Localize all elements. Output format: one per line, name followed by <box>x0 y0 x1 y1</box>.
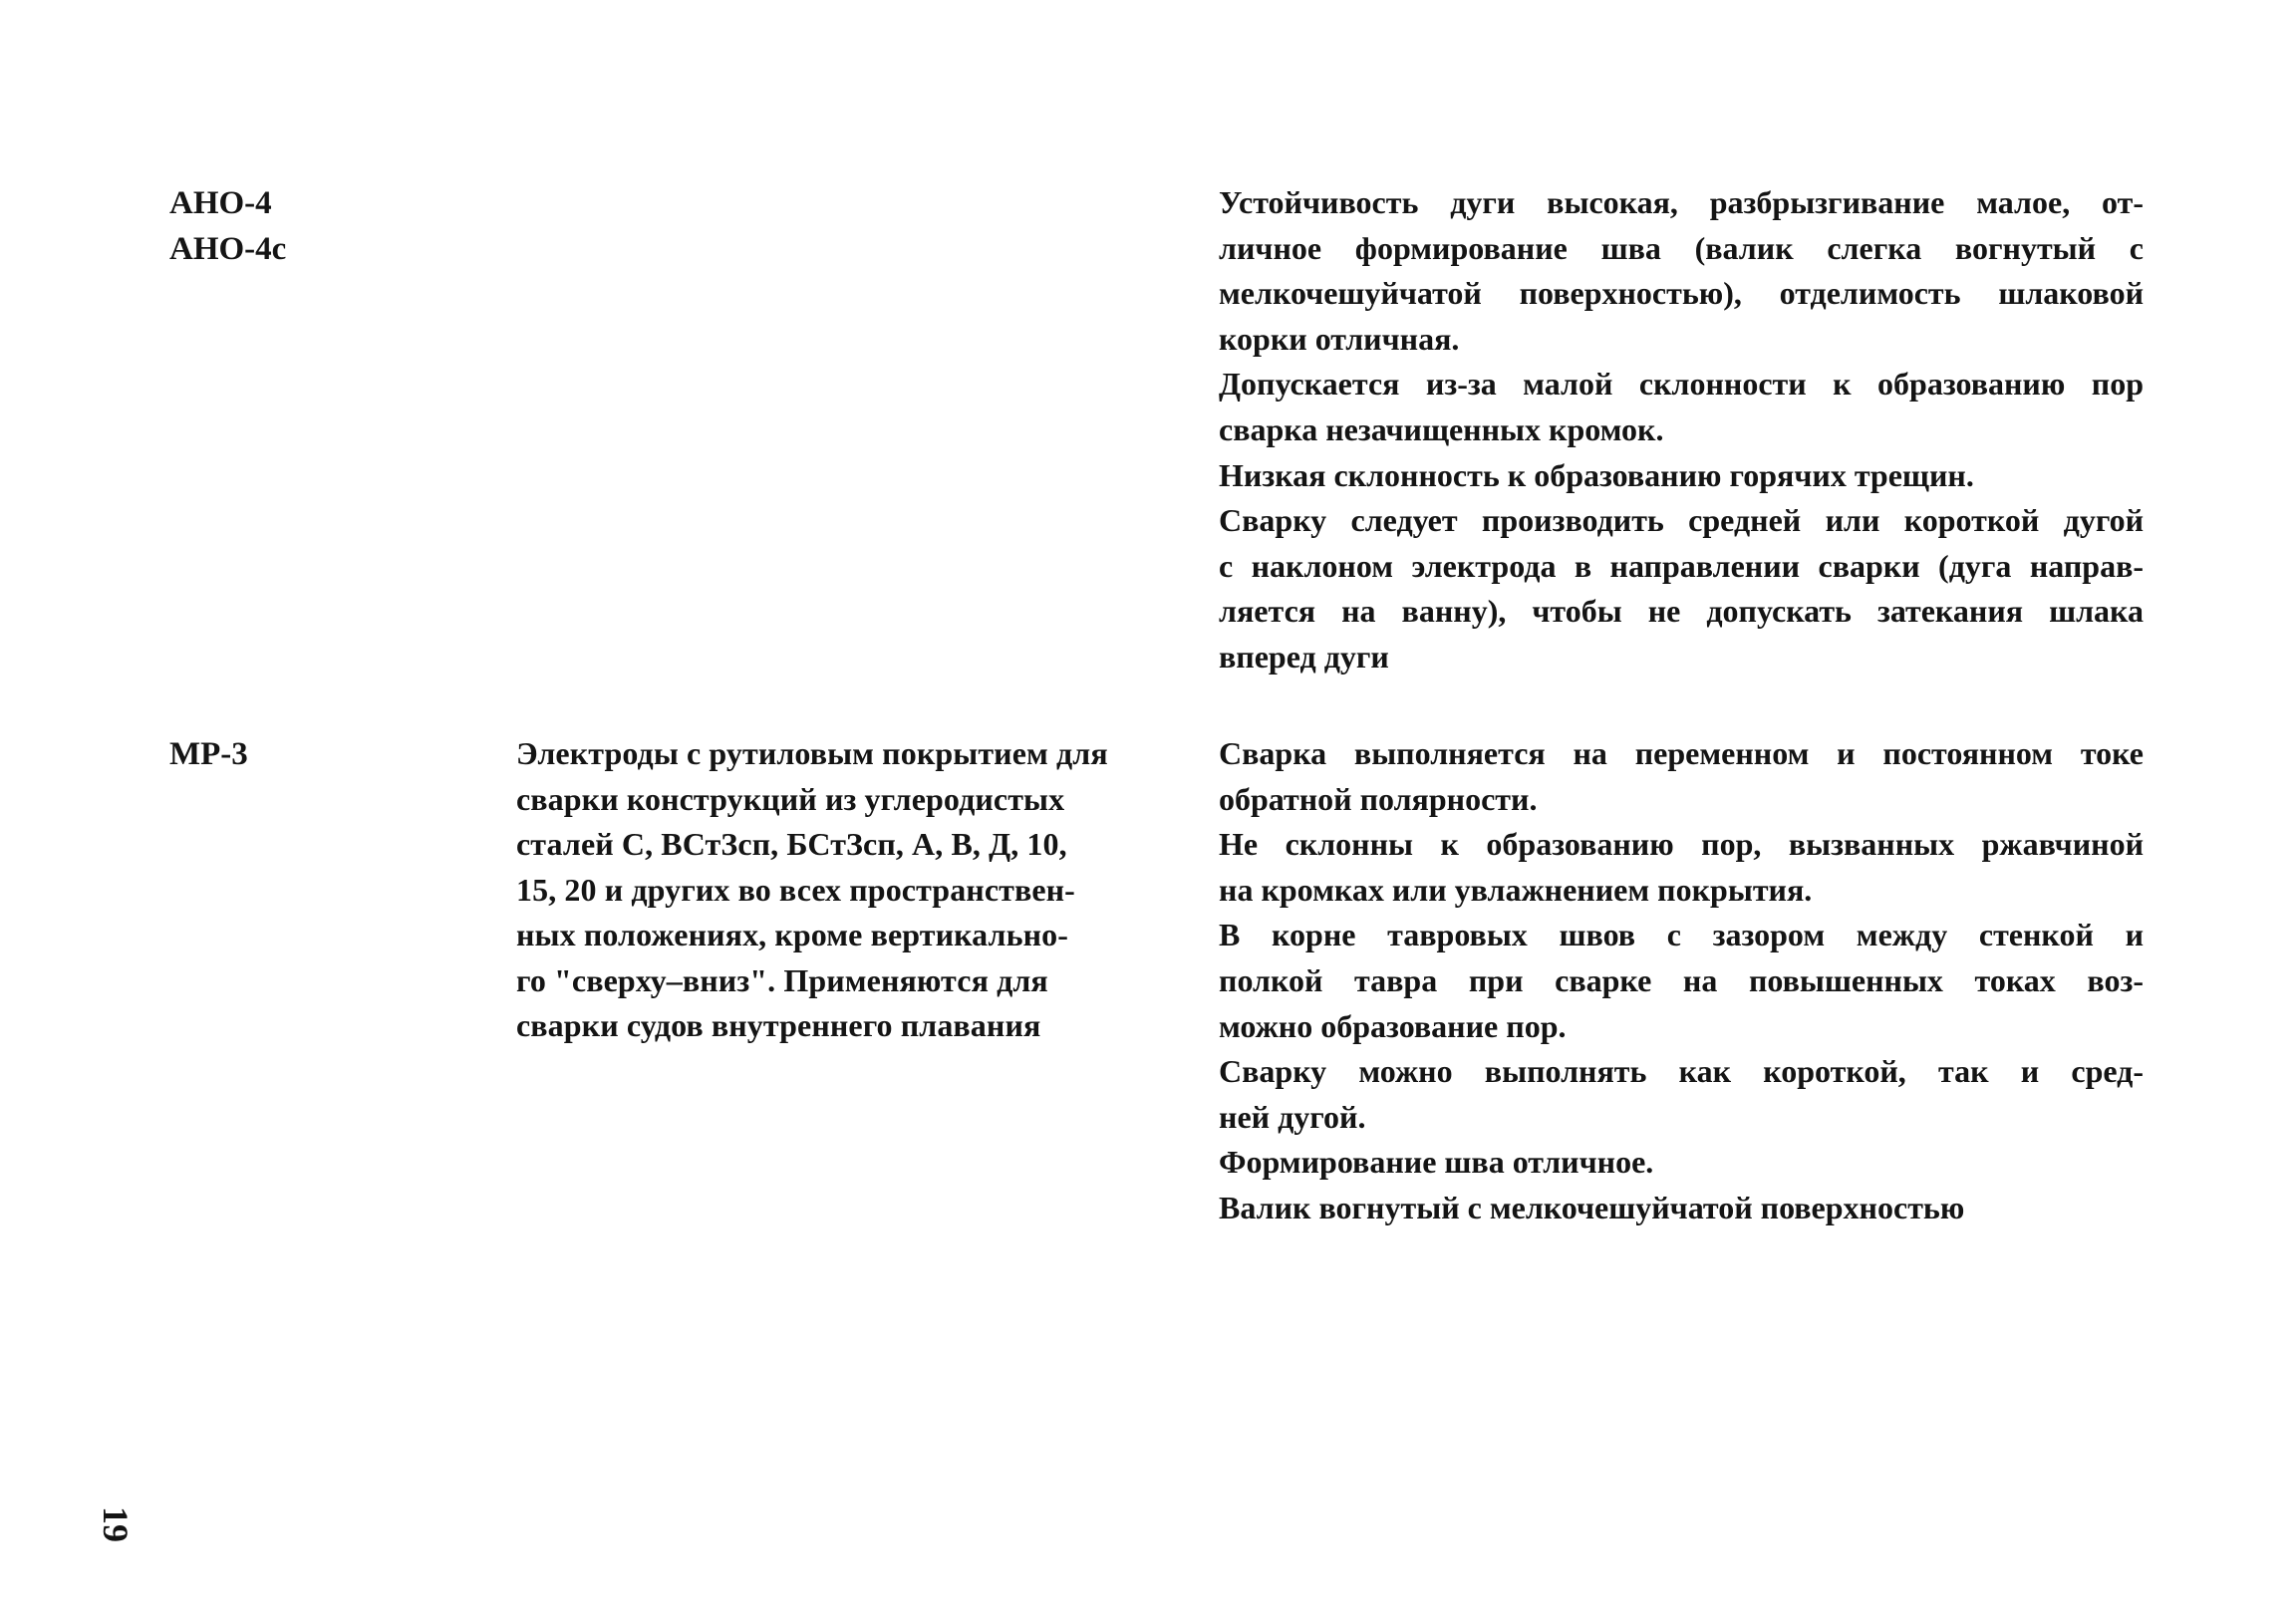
note-line: Сварка выполняется на переменном и постоянном токе <box>1219 735 2144 771</box>
note-paragraph <box>1219 362 2144 452</box>
description-line: сварки конструкций из углеродистых <box>516 780 1065 817</box>
electrode-grade-cell <box>169 180 468 272</box>
notes-cell <box>1219 731 2144 1231</box>
electrode-grade-cell <box>169 731 468 777</box>
note-line: Сварку следует производить средней или короткой дугой <box>1219 502 2144 539</box>
note-line: можно образование пор. <box>1219 1007 1567 1044</box>
description-line: Электроды с рутиловым покрытием для <box>516 735 1108 771</box>
note-line: Устойчивость дуги высокая, разбрызгивание малое, от- <box>1219 184 2144 220</box>
note-line: личное формирование шва (валик слегка вогнутый с <box>1219 229 2144 266</box>
electrode-grade: АНО-4 <box>169 185 272 221</box>
note-paragraph <box>1219 453 2144 499</box>
page-number: 19 <box>96 1506 136 1542</box>
electrode-grade: АНО-4с <box>169 231 287 267</box>
electrode-grade: МР-3 <box>169 736 248 772</box>
note-line: на кромках или увлажнением покрытия. <box>1219 871 1813 908</box>
note-line: обратной полярности. <box>1219 780 1538 817</box>
notes-cell <box>1219 180 2144 680</box>
note-line: Не склонны к образованию пор, вызванных ржавчиной <box>1219 826 2144 863</box>
note-line: мелкочешуйчатой поверхностью), отделимость шлаковой <box>1219 275 2144 312</box>
note-line: Низкая склонность к образованию горячих трещин. <box>1219 456 1974 493</box>
note-line: полкой тавра при сварке на повышенных токах воз- <box>1219 961 2144 998</box>
note-paragraph <box>1219 822 2144 913</box>
note-paragraph <box>1219 180 2144 362</box>
note-line: В корне тавровых швов с зазором между стенкой и <box>1219 917 2144 953</box>
note-line: с наклоном электрода в направлении сварки (дуга направ- <box>1219 547 2144 584</box>
description-line: сталей С, ВСтЗсп, БСтЗсп, А, В, Д, 10, <box>516 826 1067 862</box>
note-paragraph <box>1219 913 2144 1049</box>
note-line: Допускается из-за малой склонности к образованию пор <box>1219 366 2144 403</box>
note-paragraph <box>1219 498 2144 679</box>
note-line: сварка незачищенных кромок. <box>1219 410 1664 447</box>
note-paragraph <box>1219 1140 2144 1186</box>
note-line: ней дугой. <box>1219 1098 1366 1135</box>
note-line: Валик вогнутый с мелкочешуйчатой поверхностью <box>1219 1189 1965 1225</box>
note-line: вперед дуги <box>1219 638 1389 675</box>
note-line: корки отличная. <box>1219 320 1460 357</box>
note-line: ляется на ванну), чтобы не допускать затекания шлака <box>1219 593 2144 630</box>
note-line: Сварку можно выполнять как короткой, так и сред- <box>1219 1053 2144 1090</box>
note-paragraph <box>1219 731 2144 822</box>
description-line: сварки судов внутреннего плавания <box>516 1007 1041 1043</box>
note-paragraph <box>1219 1049 2144 1140</box>
note-paragraph <box>1219 1186 2144 1231</box>
description-line: ных положениях, кроме вертикально- <box>516 917 1069 952</box>
description-line: 15, 20 и других во всех пространствен- <box>516 871 1075 908</box>
description-line: го "сверху–вниз". Применяются для <box>516 961 1048 998</box>
description-cell <box>516 731 1164 1049</box>
note-line: Формирование шва отличное. <box>1219 1144 1654 1181</box>
